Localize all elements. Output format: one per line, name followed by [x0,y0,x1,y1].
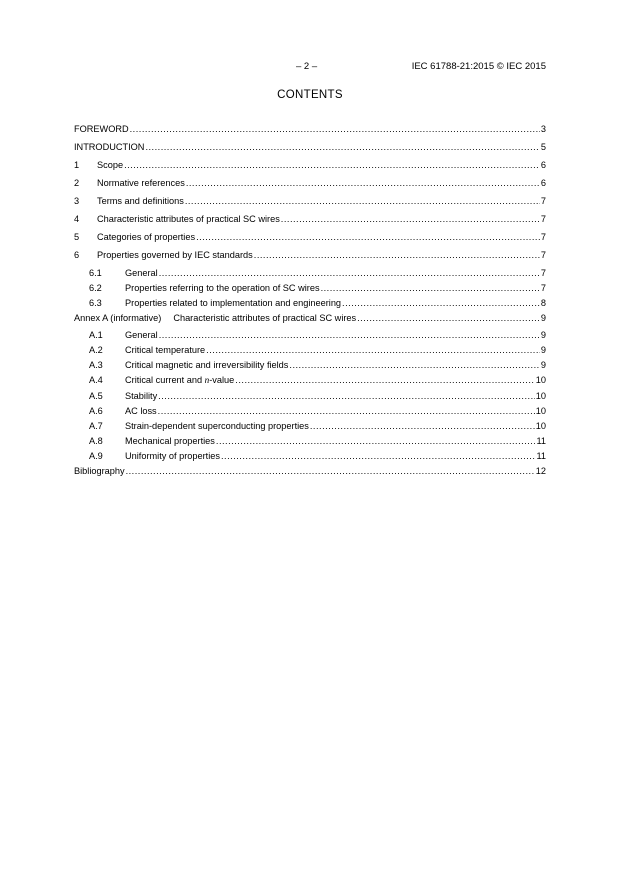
toc-entry-title: Normative references [97,178,185,188]
toc-entry-title: General [125,268,158,278]
toc-entry[interactable] [74,360,546,370]
toc-entry-number: 6 [74,250,80,260]
toc-entry-page: 9 [540,313,546,323]
toc-entry-page: 9 [540,360,546,370]
toc-entry[interactable] [74,313,546,323]
toc-entry-number: A.3 [89,360,103,370]
contents-heading: CONTENTS [277,89,343,101]
toc-entry-number: A.9 [89,451,103,461]
toc-entry-title: Bibliography [74,466,125,476]
toc-entry-title: Stability [125,391,158,401]
toc-entry[interactable] [74,391,546,401]
toc-entry[interactable] [74,451,546,461]
toc-leader-dots [206,345,540,355]
toc-entry-page: 7 [540,268,546,278]
toc-entry-page: 7 [540,250,546,260]
toc-leader-dots [216,436,536,446]
toc-leader-dots [185,196,540,206]
toc-entry-number: A.8 [89,436,103,446]
toc-leader-dots [235,375,534,385]
toc-entry-number: 1 [74,160,80,170]
toc-leader-dots [321,283,540,293]
toc-entry-title-part: -value [209,375,235,385]
toc-entry-title: Categories of properties [97,232,196,242]
toc-entry-title: Critical magnetic and irreversibility fields [125,360,289,370]
toc-entry-number: 6.2 [89,283,102,293]
toc-entry-number: 6.3 [89,298,102,308]
toc-entry[interactable] [74,375,546,385]
toc-leader-dots [124,160,540,170]
toc-entry[interactable] [74,421,546,431]
toc-entry-title-part: Critical current and [125,375,205,385]
toc-leader-dots [158,391,535,401]
toc-entry[interactable] [74,214,546,224]
toc-entry-title: Scope [97,160,124,170]
toc-entry-page: 10 [535,375,546,385]
toc-entry-page: 7 [540,232,546,242]
toc-entry[interactable] [74,436,546,446]
toc-entry-title: Mechanical properties [125,436,215,446]
toc-entry-title: Characteristic attributes of practical SC wires [173,313,357,323]
toc-entry[interactable] [74,283,546,293]
toc-entry[interactable] [74,345,546,355]
toc-entry-number: A.6 [89,406,103,416]
toc-entry-page: 7 [540,283,546,293]
toc-entry[interactable] [74,196,546,206]
toc-entry-page: 12 [535,466,546,476]
toc-entry-number: 4 [74,214,80,224]
toc-entry-title-variable: n [204,375,210,385]
toc-leader-dots [159,268,540,278]
toc-entry-title: INTRODUCTION [74,142,145,152]
toc-entry-page: 8 [540,298,546,308]
toc-entry-number: A.4 [89,375,103,385]
toc-entry-number: A.5 [89,391,103,401]
toc-leader-dots [289,360,539,370]
toc-entry[interactable] [74,124,546,134]
toc-entry-number: 3 [74,196,80,206]
toc-entry-page: 11 [536,451,546,461]
toc-entry-title: Properties referring to the operation of SC wires [125,283,320,293]
toc-leader-dots [145,142,539,152]
toc-leader-dots [310,421,535,431]
toc-leader-dots [196,232,540,242]
toc-entry-title: Characteristic attributes of practical SC wires [97,214,280,224]
toc-entry-title: AC loss [125,406,157,416]
toc-entry-page: 6 [540,178,546,188]
toc-leader-dots [186,178,540,188]
toc-leader-dots [281,214,540,224]
toc-entry-page: 10 [535,421,546,431]
toc-entry-title [125,375,234,385]
toc-entry-page: 9 [540,330,546,340]
toc-leader-dots [159,330,540,340]
toc-entry[interactable] [74,466,546,476]
toc-entry[interactable] [74,250,546,260]
toc-leader-dots [158,406,535,416]
toc-entry-title: Uniformity of properties [125,451,220,461]
toc-entry-title: Strain-dependent superconducting properties [125,421,309,431]
toc-entry-page: 9 [540,345,546,355]
toc-entry-number: 5 [74,232,80,242]
toc-leader-dots [357,313,540,323]
toc-entry-title: General [125,330,158,340]
toc-entry[interactable] [74,268,546,278]
toc-entry-page: 11 [536,436,546,446]
toc-entry-title: Properties related to implementation and engineering [125,298,342,308]
toc-entry[interactable] [74,160,546,170]
toc-entry-number: A.7 [89,421,103,431]
toc-entry-title: Terms and definitions [97,196,184,206]
toc-leader-dots [221,451,535,461]
toc-entry-page: 7 [540,214,546,224]
toc-entry-title: FOREWORD [74,124,129,134]
toc-entry[interactable] [74,298,546,308]
toc-entry-number: A.1 [89,330,103,340]
toc-leader-dots [130,124,540,134]
toc-entry-title: Critical temperature [125,345,206,355]
toc-entry-page: 3 [540,124,546,134]
toc-entry-number: A.2 [89,345,103,355]
document-id: IEC 61788-21:2015 © IEC 2015 [411,61,546,72]
toc-entry[interactable] [74,178,546,188]
toc-entry-page: 10 [535,391,546,401]
toc-entry-number: Annex A (informative) [74,313,162,323]
toc-entry-page: 5 [540,142,546,152]
toc-entry-number: 2 [74,178,80,188]
toc-leader-dots [126,466,535,476]
toc-entry[interactable] [74,142,546,152]
toc-entry-page: 6 [540,160,546,170]
page-number: – 2 – [296,61,318,72]
toc-entry[interactable] [74,406,546,416]
toc-entry-page: 10 [535,406,546,416]
toc-entry[interactable] [74,330,546,340]
toc-entry-number: 6.1 [89,268,102,278]
toc-entry-page: 7 [540,196,546,206]
toc-leader-dots [342,298,540,308]
toc-entry[interactable] [74,232,546,242]
toc-entry-title: Properties governed by IEC standards [97,250,253,260]
toc-leader-dots [254,250,540,260]
